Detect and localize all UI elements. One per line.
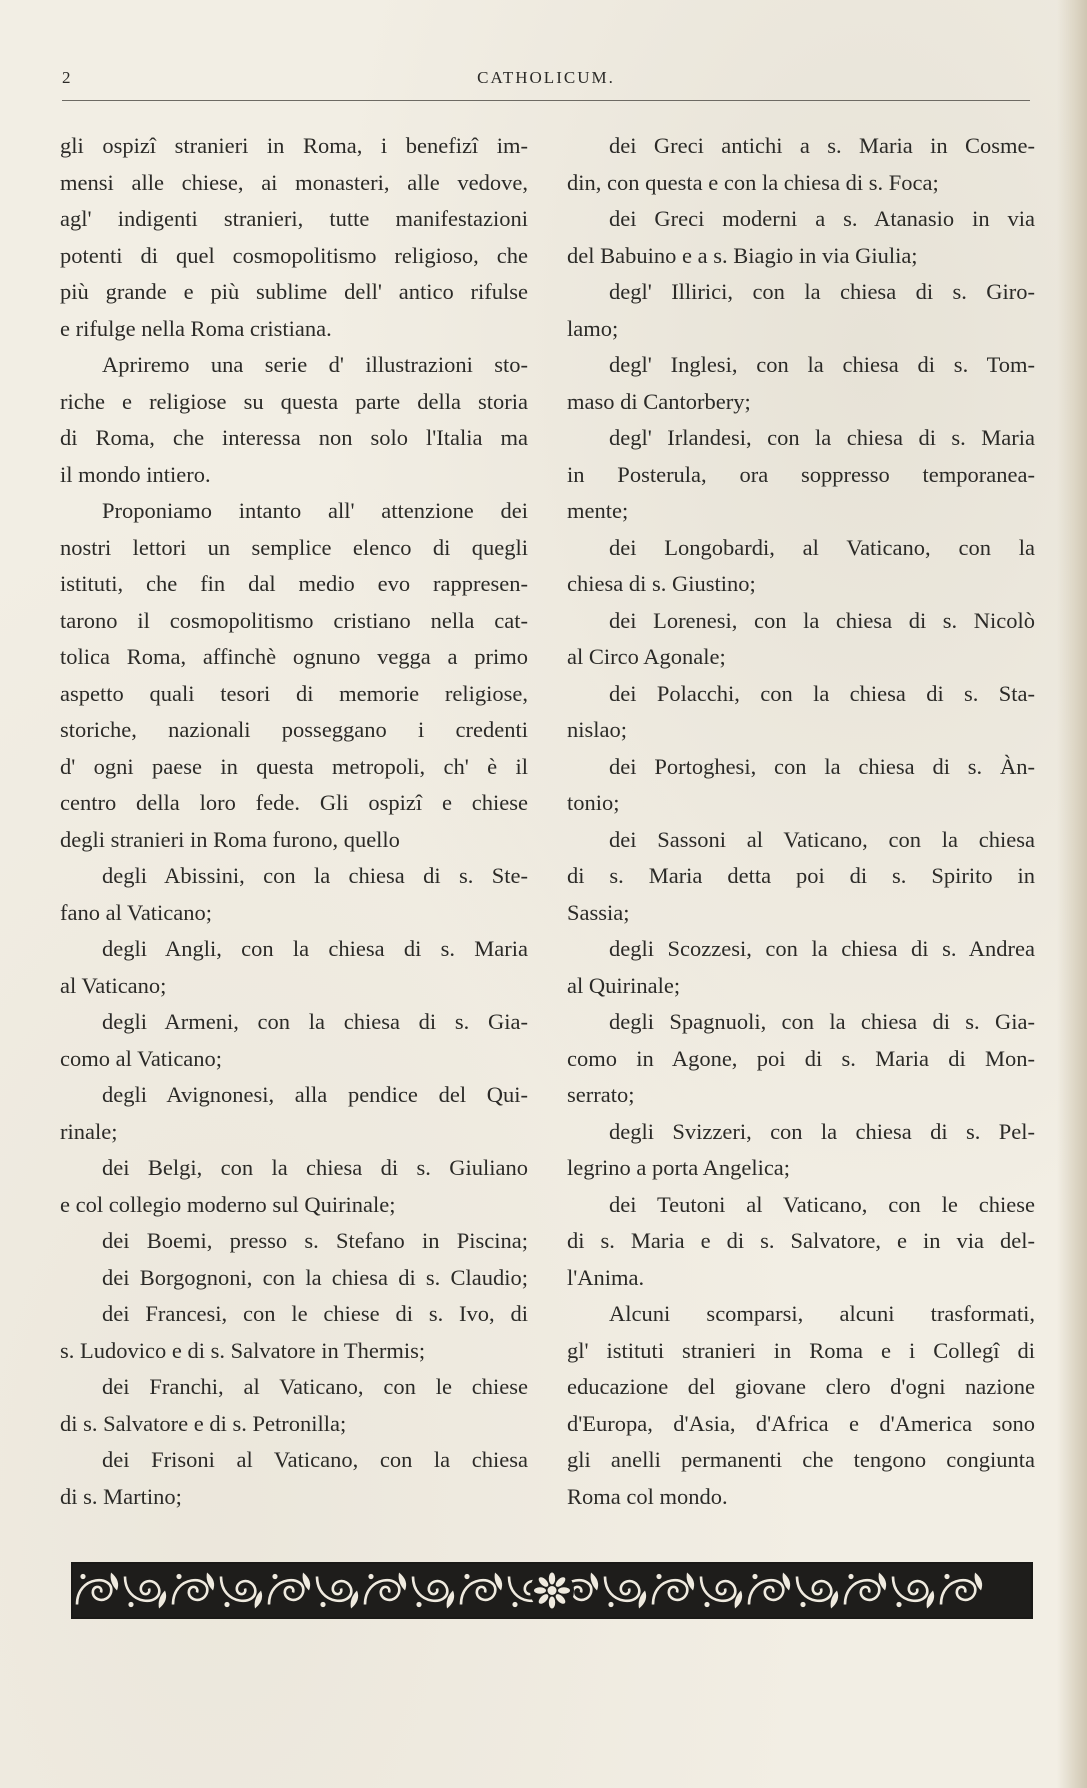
text-line: storiche, nazionali posseggano i credenti: [60, 717, 528, 742]
text-line: dei Frisoni al Vaticano, con la chiesa: [102, 1447, 528, 1472]
text-line: degli Abissini, con la chiesa di s. Ste-: [102, 863, 528, 888]
text-line: tarono il cosmopolitismo cristiano nella cat-: [60, 607, 528, 633]
text-line: potenti di quel cosmopolitismo religioso, che: [60, 242, 528, 268]
text-line: gl' istituti stranieri in Roma e i Collegî di: [567, 1337, 1035, 1363]
text-line: s. Ludovico e di s. Salvatore in Thermis;: [60, 1337, 426, 1363]
text-line: degli Angli, con la chiesa di s. Maria: [102, 936, 528, 961]
page-number: 2: [62, 68, 71, 87]
text-line: centro della loro fede. Gli ospizî e chiese: [60, 790, 528, 815]
text-line: più grande e più sublime dell' antico rifulse: [60, 279, 528, 304]
right-text-column: [567, 128, 1035, 1515]
text-line: dei Sassoni al Vaticano, con la chiesa: [609, 826, 1035, 852]
text-line: rinale;: [60, 1118, 118, 1144]
text-line: il mondo intiero.: [60, 461, 211, 487]
text-line: tonio;: [567, 790, 620, 815]
text-line: dei Francesi, con le chiese di s. Ivo, di: [102, 1301, 528, 1326]
text-line: gli ospizî stranieri in Roma, i benefizî im-: [60, 133, 528, 158]
text-line: dei Greci antichi a s. Maria in Cosme-: [609, 133, 1035, 158]
text-line: degl' Illirici, con la chiesa di s. Giro-: [609, 279, 1035, 304]
text-line: degli Avignonesi, alla pendice del Qui-: [102, 1082, 528, 1107]
running-head: CATHOLICUM.: [477, 68, 615, 87]
text-line: e rifulge nella Roma cristiana.: [60, 315, 332, 341]
text-line: dei Teutoni al Vaticano, con le chiese: [609, 1191, 1035, 1217]
text-line: al Circo Agonale;: [567, 644, 726, 669]
text-line: Alcuni scomparsi, alcuni trasformati,: [609, 1301, 1035, 1326]
page-header: [62, 64, 1030, 101]
text-line: dei Franchi, al Vaticano, con le chiese: [102, 1374, 528, 1399]
text-line: Apriremo una serie d' illustrazioni sto-: [102, 352, 528, 377]
text-line: Proponiamo intanto all' attenzione dei: [102, 498, 528, 523]
text-line: degl' Irlandesi, con la chiesa di s. Maria: [609, 425, 1035, 450]
text-line: fano al Vaticano;: [60, 899, 213, 925]
text-line: d'Europa, d'Asia, d'Africa e d'America sono: [567, 1410, 1035, 1436]
text-line: degli stranieri in Roma furono, quello: [60, 826, 400, 852]
text-line: dei Boemi, presso s. Stefano in Piscina;: [102, 1228, 528, 1253]
text-line: di s. Maria e di s. Salvatore, e in via del-: [567, 1228, 1035, 1253]
text-line: di s. Salvatore e di s. Petronilla;: [60, 1410, 347, 1436]
text-line: riche e religiose su questa parte della storia: [60, 388, 528, 414]
text-line: din, con questa e con la chiesa di s. Foca;: [567, 169, 939, 195]
text-line: dei Greci moderni a s. Atanasio in via: [609, 206, 1035, 231]
text-line: in Posterula, ora soppresso temporanea-: [567, 461, 1035, 487]
text-line: di Roma, che interessa non solo l'Italia ma: [60, 425, 528, 450]
text-line: nislao;: [567, 717, 627, 742]
text-line: lamo;: [567, 315, 619, 341]
text-line: aspetto quali tesori di memorie religiose,: [60, 680, 528, 706]
text-line: chiesa di s. Giustino;: [567, 571, 756, 596]
text-line: agl' indigenti stranieri, tutte manifestazioni: [60, 206, 528, 231]
text-line: degl' Inglesi, con la chiesa di s. Tom-: [609, 352, 1035, 377]
text-line: mente;: [567, 498, 629, 523]
text-line: dei Portoghesi, con la chiesa di s. Àn-: [609, 753, 1035, 779]
text-line: dei Borgognoni, con la chiesa di s. Claudio;: [102, 1264, 528, 1290]
text-line: l'Anima.: [567, 1264, 645, 1290]
text-line: del Babuino e a s. Biagio in via Giulia;: [567, 242, 918, 268]
text-line: di s. Maria detta poi di s. Spirito in: [567, 863, 1035, 888]
page-edge-shadow: [1057, 0, 1087, 1788]
text-line: Roma col mondo.: [567, 1483, 728, 1509]
text-line: degli Scozzesi, con la chiesa di s. Andrea: [609, 936, 1035, 961]
text-line: degli Armeni, con la chiesa di s. Gia-: [102, 1009, 528, 1034]
text-line: d' ogni paese in questa metropoli, ch' è il: [60, 753, 528, 779]
text-line: dei Lorenesi, con la chiesa di s. Nicolò: [609, 607, 1035, 633]
text-line: tolica Roma, affinchè ognuno vegga a primo: [60, 644, 528, 669]
text-line: maso di Cantorbery;: [567, 388, 751, 414]
text-line: al Vaticano;: [60, 972, 167, 998]
text-line: mensi alle chiese, ai monasteri, alle vedove,: [60, 169, 528, 195]
text-line: istituti, che fin dal medio evo rappresen-: [60, 571, 528, 596]
text-line: nostri lettori un semplice elenco di quegli: [60, 534, 528, 560]
text-line: degli Svizzeri, con la chiesa di s. Pel-: [609, 1118, 1035, 1144]
left-text-column: [60, 128, 528, 1515]
text-line: al Quirinale;: [567, 972, 681, 998]
text-line: degli Spagnuoli, con la chiesa di s. Gia-: [609, 1009, 1035, 1034]
ornament-pattern: [73, 1564, 1031, 1617]
text-line: serrato;: [567, 1082, 635, 1107]
ornament-rosette: [530, 1569, 574, 1613]
text-line: di s. Martino;: [60, 1483, 182, 1509]
text-line: educazione del giovane clero d'ogni nazione: [567, 1374, 1035, 1399]
text-line: legrino a porta Angelica;: [567, 1155, 791, 1180]
text-line: como al Vaticano;: [60, 1045, 223, 1071]
text-line: dei Belgi, con la chiesa di s. Giuliano: [102, 1155, 528, 1180]
text-line: dei Longobardi, al Vaticano, con la: [609, 534, 1035, 560]
text-line: como in Agone, poi di s. Maria di Mon-: [567, 1045, 1035, 1071]
text-line: dei Polacchi, con la chiesa di s. Sta-: [609, 680, 1035, 706]
text-line: e col collegio moderno sul Quirinale;: [60, 1191, 396, 1217]
decorative-tailpiece-ornament: [71, 1562, 1033, 1619]
text-line: gli anelli permanenti che tengono congiunta: [567, 1447, 1035, 1472]
text-line: Sassia;: [567, 899, 630, 925]
